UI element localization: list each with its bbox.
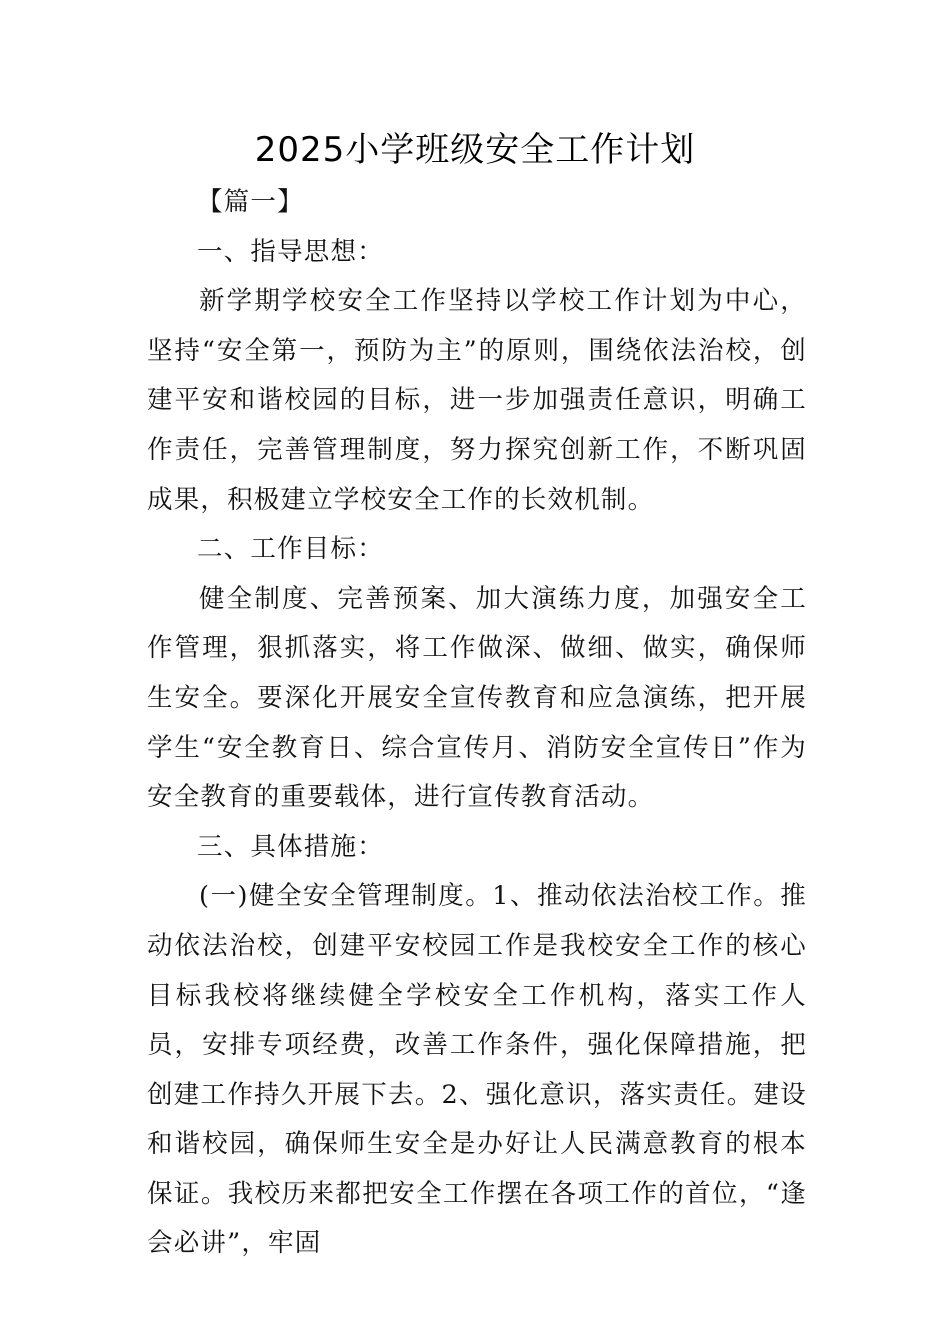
part-label: 【篇一】 xyxy=(197,187,304,217)
paragraph-specific-measures: (一)健全安全管理制度。1、推动依法治校工作。推动依法治校，创建平安校园工作是我校安全工作的核心目标我校将继续健全学校安全工作机构，落实工作人员，安排专项经费，改善工作条件，强化保障措施，把创建工作持久开展下去。2、强化意识，落实责任。建设和谐校园，确保师生安全是办好让人民满意教育的根本保证。我校历来都把安全工作摆在各项工作的首位，“逢会必讲”，牢固 xyxy=(147,881,807,1259)
paragraph-guiding-ideology: 新学期学校安全工作坚持以学校工作计划为中心，坚持“安全第一，预防为主”的原则，围绕依法治校，创建平安和谐校园的目标，进一步加强责任意识，明确工作责任，完善管理制度，努力探究创新工作，不断巩固成果，积极建立学校安全工作的长效机制。 xyxy=(147,286,807,515)
section-heading-specific-measures: 三、具体措施： xyxy=(197,831,384,862)
paragraph-work-goals: 健全制度、完善预案、加大演练力度，加强安全工作管理，狠抓落实，将工作做深、做细、做实，确保师生安全。要深化开展安全宣传教育和应急演练，把开展学生“安全教育日、综合宣传月、消防安全宣传日”作为安全教育的重要载体，进行宣传教育活动。 xyxy=(147,583,807,813)
document-title: 2025小学班级安全工作计划 xyxy=(254,130,696,170)
section-heading-work-goals: 二、工作目标： xyxy=(197,534,384,565)
section-heading-guiding-ideology: 一、指导思想： xyxy=(197,236,384,267)
document-body xyxy=(147,178,807,1269)
